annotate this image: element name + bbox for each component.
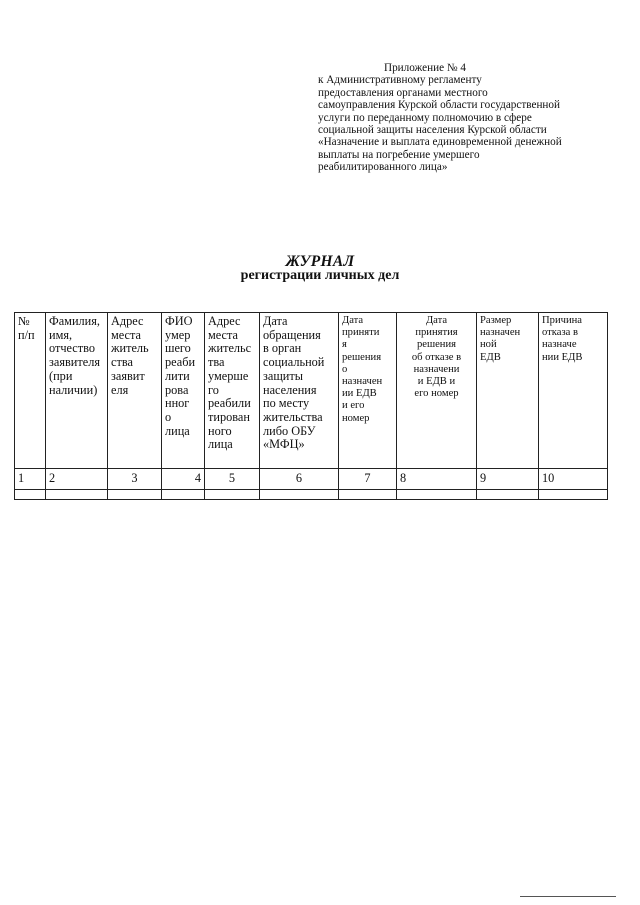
header-line: нии ЕДВ [542, 351, 583, 363]
header-line: умер [165, 327, 191, 342]
header-line: отказа в [542, 327, 579, 339]
appendix-line: реабилитированного лица» [318, 161, 448, 174]
header-line: жительс [208, 341, 252, 356]
column-number: 5 [205, 469, 260, 490]
header-line: житель [111, 341, 149, 356]
column-number: 10 [539, 469, 608, 490]
header-cell [205, 313, 260, 469]
table-cell [260, 490, 339, 500]
table-cell [205, 490, 260, 500]
header-cell [477, 313, 539, 469]
header-line: места [208, 327, 238, 342]
journal-subtitle: регистрации личных дел [240, 268, 400, 283]
header-line: наличии) [49, 382, 98, 397]
table-cell [339, 490, 397, 500]
header-line: по месту [263, 396, 310, 411]
column-number-row [15, 469, 608, 490]
header-cell [15, 313, 46, 469]
table-cell [397, 490, 477, 500]
column-number: 4 [162, 469, 205, 490]
header-line: лица [208, 437, 233, 452]
header-line: шего [165, 341, 191, 356]
header-line: социальной [263, 355, 325, 370]
appendix-line: выплаты на погребение умершего [318, 148, 480, 161]
appendix-block [318, 62, 618, 174]
header-line: об отказе в [411, 351, 462, 363]
header-line: я [342, 339, 347, 351]
header-line: «МФЦ» [263, 437, 305, 452]
header-line: назначе [542, 339, 577, 351]
appendix-line: социальной защиты населения Курской области [318, 124, 547, 137]
appendix-line: предоставления органами местного [318, 86, 488, 99]
appendix-line: «Назначение и выплата единовременной денежной [318, 136, 562, 149]
header-line: ФИО [165, 314, 193, 328]
header-line: еля [111, 382, 129, 397]
table-cell [15, 490, 46, 500]
table-cell [162, 490, 205, 500]
header-line: Фамилия, [49, 314, 100, 328]
header-line: имя, [49, 327, 73, 342]
header-cell [108, 313, 162, 469]
header-line: № [18, 314, 30, 328]
header-line: и его [342, 400, 365, 412]
header-line: решения [342, 351, 382, 363]
header-cell [46, 313, 108, 469]
header-line: нног [165, 396, 190, 411]
header-line: обращения [263, 327, 321, 342]
header-line: в орган [263, 341, 302, 356]
header-cell [539, 313, 608, 469]
header-line: о [165, 409, 172, 424]
header-line: населения [263, 382, 317, 397]
header-line: защиты [263, 368, 304, 383]
header-line: реабили [208, 396, 251, 411]
column-number: 6 [260, 469, 339, 490]
registration-journal-table [14, 312, 608, 500]
header-line: лити [165, 368, 190, 383]
header-cell [162, 313, 205, 469]
header-line: тва [208, 355, 225, 370]
header-line: ЕДВ [480, 351, 501, 363]
table-cell [108, 490, 162, 500]
header-line: ной [480, 339, 497, 351]
header-line: Причина [542, 315, 582, 326]
table-cell [477, 490, 539, 500]
header-line: номер [342, 412, 370, 424]
header-line: ного [208, 423, 232, 438]
header-line: реаби [165, 355, 196, 370]
journal-title: ЖУРНАЛ [285, 253, 355, 270]
appendix-line: самоуправления Курской области государственной [318, 99, 560, 112]
header-line: либо ОБУ [263, 423, 316, 438]
header-line: умерше [208, 368, 249, 383]
column-number: 3 [108, 469, 162, 490]
header-line: заявителя [49, 355, 100, 370]
appendix-title: Приложение № 4 [384, 62, 466, 74]
header-line: и ЕДВ и [417, 376, 456, 388]
header-line: жительства [263, 409, 323, 424]
header-line: Размер [480, 315, 512, 326]
header-line: ства [111, 355, 133, 370]
header-line: решения [416, 339, 457, 351]
header-cell [260, 313, 339, 469]
header-line: го [208, 382, 219, 397]
header-line: тирован [208, 409, 250, 424]
header-line: п/п [18, 327, 35, 342]
header-line: (при [49, 368, 73, 383]
table-header-row [15, 313, 608, 469]
header-cell [397, 313, 477, 469]
header-line: о [342, 363, 348, 375]
table-cell [46, 490, 108, 500]
header-line: лица [165, 423, 190, 438]
appendix-line: к Административному регламенту [318, 74, 482, 87]
column-number: 9 [477, 469, 539, 490]
appendix-line: услуги по переданному полномочию в сфере [318, 111, 532, 124]
header-line: рова [165, 382, 189, 397]
column-number: 7 [339, 469, 397, 490]
header-line: Дата [425, 315, 448, 326]
table-row [15, 490, 608, 500]
header-line: приняти [342, 327, 380, 339]
footer-rule [520, 896, 616, 897]
header-line: Адрес [208, 314, 241, 328]
header-line: отчество [49, 341, 96, 356]
header-line: места [111, 327, 141, 342]
header-line: назначени [413, 363, 460, 375]
header-line: Адрес [111, 314, 144, 328]
header-line: заявит [111, 368, 145, 383]
column-number: 8 [397, 469, 477, 490]
header-line: принятия [415, 327, 458, 339]
header-cell [339, 313, 397, 469]
column-number: 2 [46, 469, 108, 490]
header-line: Дата [263, 314, 288, 328]
table-cell [539, 490, 608, 500]
header-line: его номер [414, 388, 459, 400]
column-number: 1 [15, 469, 46, 490]
header-line: Дата [342, 315, 364, 326]
header-line: назначен [342, 376, 383, 388]
header-line: назначен [480, 327, 521, 339]
header-line: ии ЕДВ [342, 388, 377, 400]
